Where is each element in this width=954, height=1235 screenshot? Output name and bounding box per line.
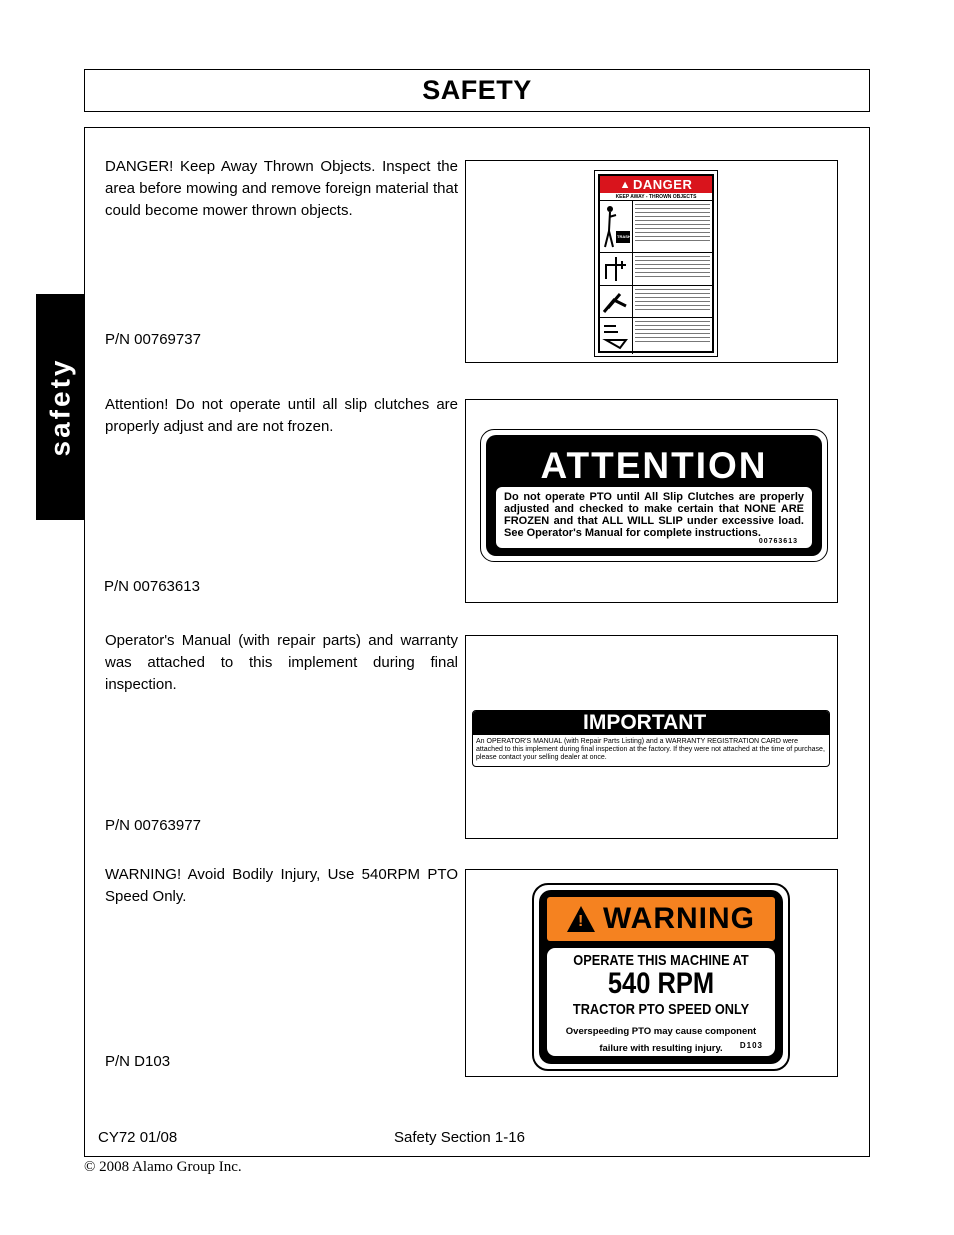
danger-row-raised	[600, 285, 712, 318]
warning-decal-header: ! WARNING	[547, 897, 775, 941]
important-decal-header: IMPORTANT	[473, 711, 829, 735]
entry-description-important: Operator's Manual (with repair parts) and warranty was attached to this implement during final inspection.	[105, 632, 458, 693]
danger-decal-subheader: KEEP AWAY - THROWN OBJECTS	[615, 194, 697, 200]
warning-line-rpm: 540 RPM	[607, 967, 715, 1000]
page-header	[84, 69, 870, 112]
side-tab-label: safety	[44, 357, 75, 457]
copyright: © 2008 Alamo Group Inc.	[84, 1159, 242, 1175]
thrown-objects-icon	[600, 201, 633, 253]
entry-description-attention: Attention! Do not operate until all slip clutches are properly adjust and are not frozen.	[105, 396, 458, 435]
hand-blade-icon	[600, 318, 633, 354]
blade-contact-icon	[600, 253, 633, 286]
footer-model-date: CY72 01/08	[98, 1129, 178, 1146]
decal-frame-warning	[465, 869, 838, 1077]
danger-row-blades	[600, 252, 712, 286]
warning-decal	[532, 883, 790, 1071]
warning-line-pto: TRACTOR PTO SPEED ONLY	[572, 1001, 750, 1018]
danger-decal	[594, 170, 718, 357]
warning-line-operate: OPERATE THIS MACHINE AT	[573, 952, 749, 969]
attention-decal-body: Do not operate PTO until All Slip Clutches are properly adjusted and checked to make certain that NONE ARE FROZEN and that ALL WILL SLIP under excessive load. See Operator's Manual for complete instructions.	[504, 491, 804, 539]
attention-decal-code: 00763613	[758, 538, 798, 545]
mower-raised-icon	[600, 286, 633, 318]
part-number-warning: P/N D103	[105, 1053, 171, 1070]
danger-decal-header: ▲ DANGER	[600, 176, 712, 193]
trash-label: TRASH	[617, 234, 631, 239]
warning-triangle-icon: ▲	[619, 178, 632, 191]
warning-decal-code: D103	[739, 1041, 763, 1050]
part-number-important: P/N 00763977	[105, 817, 201, 834]
important-decal-body: An OPERATOR'S MANUAL (with Repair Parts Listing) and a WARRANTY REGISTRATION CARD were attached to this implement during final inspection at the factory. If they were not attached at the time of purchase, please contact your selling dealer at once.	[476, 738, 825, 761]
decal-frame-important	[465, 635, 838, 839]
danger-row-thrown	[600, 200, 712, 253]
warning-line-injury: failure with resulting injury.	[599, 1043, 723, 1054]
footer-section: Safety Section 1-16	[394, 1129, 525, 1146]
attention-decal	[480, 429, 828, 562]
danger-row-keep-away	[600, 317, 712, 354]
part-number-attention: P/N 00763613	[104, 578, 200, 595]
decal-frame-attention	[465, 399, 838, 603]
entry-description-danger: DANGER! Keep Away Thrown Objects. Inspect the area before mowing and remove foreign material that could become mower thrown objects.	[105, 158, 458, 219]
page-title: SAFETY	[422, 75, 532, 105]
entry-description-warning: WARNING! Avoid Bodily Injury, Use 540RPM PTO Speed Only.	[105, 866, 458, 905]
important-decal	[472, 710, 830, 767]
decal-frame-danger	[465, 160, 838, 363]
warning-line-overspeed: Overspeeding PTO may cause component	[565, 1026, 757, 1037]
warning-triangle-icon: !	[567, 906, 595, 932]
side-section-tab	[36, 294, 84, 520]
part-number-danger: P/N 00769737	[105, 331, 201, 348]
attention-decal-header: ATTENTION	[540, 445, 768, 486]
